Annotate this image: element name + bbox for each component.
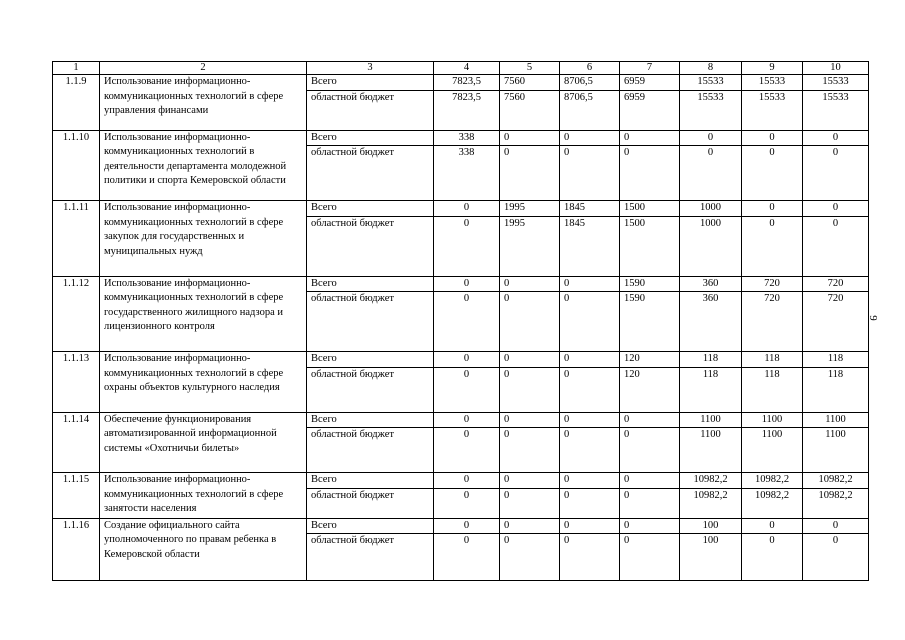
value-cell: 118 (803, 352, 869, 368)
value-cell: 0 (620, 412, 680, 428)
value-cell: 7560 (500, 90, 560, 130)
header-row (53, 62, 869, 75)
funding-source: областной бюджет (307, 90, 434, 130)
value-cell: 118 (742, 367, 803, 412)
page-number: 9 (866, 315, 879, 321)
value-cell: 1995 (500, 201, 560, 217)
value-cell: 0 (434, 367, 500, 412)
value-cell: 720 (742, 276, 803, 292)
value-cell: 0 (620, 534, 680, 581)
value-cell: 0 (620, 130, 680, 146)
value-cell: 0 (560, 292, 620, 352)
column-header: 6 (560, 62, 620, 75)
value-cell: 0 (560, 130, 620, 146)
measure-name: Использование информационно-коммуникационных технологий в сфере управления финансами (100, 75, 307, 131)
value-cell: 0 (560, 412, 620, 428)
row-number: 1.1.11 (53, 201, 100, 277)
value-cell: 0 (560, 146, 620, 201)
value-cell: 15533 (803, 90, 869, 130)
value-cell: 0 (434, 534, 500, 581)
column-header: 2 (100, 62, 307, 75)
value-cell: 1000 (680, 216, 742, 276)
value-cell: 360 (680, 276, 742, 292)
row-number: 1.1.13 (53, 352, 100, 413)
column-header: 1 (53, 62, 100, 75)
value-cell: 0 (434, 473, 500, 489)
value-cell: 0 (803, 130, 869, 146)
value-cell: 6959 (620, 75, 680, 91)
value-cell: 0 (500, 352, 560, 368)
value-cell: 0 (500, 412, 560, 428)
value-cell: 0 (742, 534, 803, 581)
column-header: 4 (434, 62, 500, 75)
column-header: 9 (742, 62, 803, 75)
value-cell: 0 (500, 518, 560, 534)
table-row (53, 75, 869, 91)
value-cell: 720 (742, 292, 803, 352)
value-cell: 1100 (680, 412, 742, 428)
value-cell: 100 (680, 518, 742, 534)
value-cell: 0 (680, 146, 742, 201)
table-row (53, 201, 869, 217)
value-cell: 118 (742, 352, 803, 368)
funding-source: Всего (307, 352, 434, 368)
column-header: 8 (680, 62, 742, 75)
funding-source: областной бюджет (307, 367, 434, 412)
value-cell: 0 (560, 534, 620, 581)
value-cell: 0 (742, 146, 803, 201)
value-cell: 1100 (742, 428, 803, 473)
value-cell: 0 (620, 488, 680, 518)
value-cell: 0 (560, 367, 620, 412)
value-cell: 8706,5 (560, 90, 620, 130)
row-number: 1.1.9 (53, 75, 100, 131)
value-cell: 0 (434, 488, 500, 518)
value-cell: 0 (742, 518, 803, 534)
value-cell: 0 (434, 276, 500, 292)
budget-table (52, 61, 869, 581)
measure-name: Использование информационно-коммуникационных технологий в сфере занятости населения (100, 473, 307, 519)
value-cell: 15533 (680, 75, 742, 91)
value-cell: 1590 (620, 292, 680, 352)
value-cell: 1100 (803, 412, 869, 428)
value-cell: 10982,2 (742, 473, 803, 489)
value-cell: 0 (803, 518, 869, 534)
value-cell: 0 (680, 130, 742, 146)
value-cell: 0 (500, 534, 560, 581)
value-cell: 10982,2 (803, 473, 869, 489)
funding-source: областной бюджет (307, 534, 434, 581)
value-cell: 720 (803, 292, 869, 352)
measure-name: Создание официального сайта уполномоченного по правам ребенка в Кемеровской области (100, 518, 307, 581)
table-row (53, 130, 869, 146)
table-row (53, 518, 869, 534)
value-cell: 15533 (742, 90, 803, 130)
value-cell: 10982,2 (803, 488, 869, 518)
value-cell: 360 (680, 292, 742, 352)
funding-source: Всего (307, 473, 434, 489)
value-cell: 10982,2 (742, 488, 803, 518)
value-cell: 0 (500, 367, 560, 412)
row-number: 1.1.12 (53, 276, 100, 352)
value-cell: 0 (434, 292, 500, 352)
value-cell: 10982,2 (680, 488, 742, 518)
value-cell: 6959 (620, 90, 680, 130)
value-cell: 0 (560, 488, 620, 518)
funding-source: Всего (307, 201, 434, 217)
column-header: 3 (307, 62, 434, 75)
value-cell: 0 (434, 518, 500, 534)
value-cell: 0 (560, 473, 620, 489)
column-header: 7 (620, 62, 680, 75)
value-cell: 0 (434, 412, 500, 428)
funding-source: областной бюджет (307, 488, 434, 518)
value-cell: 1845 (560, 201, 620, 217)
value-cell: 1100 (680, 428, 742, 473)
funding-source: Всего (307, 75, 434, 91)
row-number: 1.1.10 (53, 130, 100, 201)
value-cell: 0 (434, 352, 500, 368)
value-cell: 7823,5 (434, 90, 500, 130)
table-row (53, 352, 869, 368)
funding-source: Всего (307, 130, 434, 146)
measure-name: Использование информационно-коммуникационных технологий в сфере государственного жилищного надзора и лицензионного контроля (100, 276, 307, 352)
value-cell: 0 (500, 276, 560, 292)
value-cell: 0 (500, 428, 560, 473)
value-cell: 1590 (620, 276, 680, 292)
funding-source: областной бюджет (307, 216, 434, 276)
value-cell: 1100 (742, 412, 803, 428)
value-cell: 0 (434, 201, 500, 217)
value-cell: 120 (620, 367, 680, 412)
value-cell: 15533 (680, 90, 742, 130)
value-cell: 720 (803, 276, 869, 292)
funding-source: Всего (307, 412, 434, 428)
measure-name: Обеспечение функционирования автоматизированной информационной системы «Охотничьи билеты» (100, 412, 307, 473)
value-cell: 0 (620, 518, 680, 534)
measure-name: Использование информационно-коммуникационных технологий в сфере закупок для государственных и муниципальных нужд (100, 201, 307, 277)
value-cell: 0 (803, 201, 869, 217)
value-cell: 0 (500, 146, 560, 201)
value-cell: 8706,5 (560, 75, 620, 91)
value-cell: 10982,2 (680, 473, 742, 489)
funding-source: Всего (307, 276, 434, 292)
value-cell: 338 (434, 130, 500, 146)
value-cell: 7560 (500, 75, 560, 91)
value-cell: 1500 (620, 201, 680, 217)
value-cell: 0 (620, 473, 680, 489)
funding-source: областной бюджет (307, 428, 434, 473)
value-cell: 100 (680, 534, 742, 581)
value-cell: 0 (620, 428, 680, 473)
value-cell: 15533 (803, 75, 869, 91)
value-cell: 0 (434, 216, 500, 276)
value-cell: 0 (560, 276, 620, 292)
measure-name: Использование информационно-коммуникационных технологий в деятельности департамента молодежной политики и спорта Кемеровской области (100, 130, 307, 201)
value-cell: 118 (680, 367, 742, 412)
funding-source: областной бюджет (307, 146, 434, 201)
value-cell: 338 (434, 146, 500, 201)
value-cell: 0 (742, 201, 803, 217)
value-cell: 0 (620, 146, 680, 201)
value-cell: 0 (742, 216, 803, 276)
value-cell: 0 (434, 428, 500, 473)
value-cell: 0 (803, 146, 869, 201)
value-cell: 0 (742, 130, 803, 146)
table-row (53, 473, 869, 489)
row-number: 1.1.16 (53, 518, 100, 581)
value-cell: 120 (620, 352, 680, 368)
value-cell: 0 (803, 216, 869, 276)
value-cell: 1500 (620, 216, 680, 276)
value-cell: 0 (803, 534, 869, 581)
value-cell: 0 (500, 130, 560, 146)
funding-source: Всего (307, 518, 434, 534)
value-cell: 15533 (742, 75, 803, 91)
table-row (53, 276, 869, 292)
column-header: 5 (500, 62, 560, 75)
funding-source: областной бюджет (307, 292, 434, 352)
row-number: 1.1.14 (53, 412, 100, 473)
value-cell: 0 (560, 428, 620, 473)
value-cell: 0 (500, 473, 560, 489)
value-cell: 118 (803, 367, 869, 412)
value-cell: 0 (500, 292, 560, 352)
column-header: 10 (803, 62, 869, 75)
table-row (53, 412, 869, 428)
value-cell: 1100 (803, 428, 869, 473)
value-cell: 118 (680, 352, 742, 368)
measure-name: Использование информационно-коммуникационных технологий в сфере охраны объектов культурного наследия (100, 352, 307, 413)
value-cell: 1845 (560, 216, 620, 276)
value-cell: 7823,5 (434, 75, 500, 91)
row-number: 1.1.15 (53, 473, 100, 519)
value-cell: 0 (560, 518, 620, 534)
value-cell: 1000 (680, 201, 742, 217)
value-cell: 0 (500, 488, 560, 518)
value-cell: 1995 (500, 216, 560, 276)
value-cell: 0 (560, 352, 620, 368)
